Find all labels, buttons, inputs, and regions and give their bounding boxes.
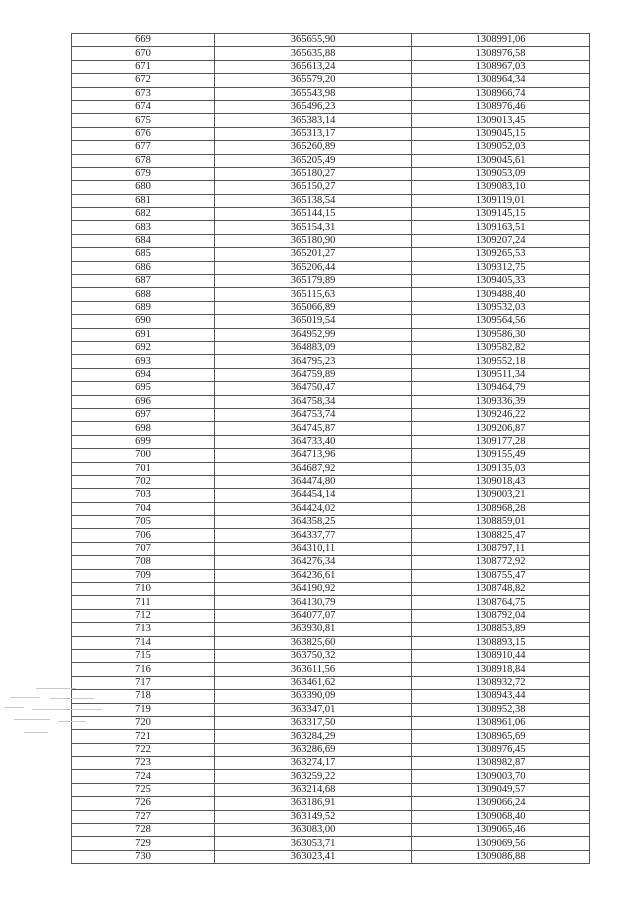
table-row bbox=[72, 583, 590, 596]
y-coordinate-cell: 1308976,45 bbox=[412, 743, 590, 756]
point-number-cell: 685 bbox=[72, 248, 215, 261]
y-coordinate-cell: 1309312,75 bbox=[412, 261, 590, 274]
y-coordinate-cell: 1309135,03 bbox=[412, 462, 590, 475]
y-coordinate-cell: 1308772,92 bbox=[412, 556, 590, 569]
y-coordinate-cell: 1309207,24 bbox=[412, 234, 590, 247]
table-row bbox=[72, 315, 590, 328]
y-coordinate-cell: 1309405,33 bbox=[412, 275, 590, 288]
point-number-cell: 669 bbox=[72, 34, 215, 47]
point-number-cell: 675 bbox=[72, 114, 215, 127]
y-coordinate-cell: 1308932,72 bbox=[412, 676, 590, 689]
x-coordinate-cell: 365180,27 bbox=[215, 167, 412, 180]
x-coordinate-cell: 365579,20 bbox=[215, 74, 412, 87]
point-number-cell: 698 bbox=[72, 422, 215, 435]
table-row bbox=[72, 87, 590, 100]
y-coordinate-cell: 1309265,53 bbox=[412, 248, 590, 261]
y-coordinate-cell: 1308853,89 bbox=[412, 623, 590, 636]
table-row bbox=[72, 288, 590, 301]
y-coordinate-cell: 1308764,75 bbox=[412, 596, 590, 609]
point-number-cell: 681 bbox=[72, 194, 215, 207]
table-row bbox=[72, 181, 590, 194]
y-coordinate-cell: 1308893,15 bbox=[412, 636, 590, 649]
x-coordinate-cell: 363317,50 bbox=[215, 716, 412, 729]
y-coordinate-cell: 1309552,18 bbox=[412, 355, 590, 368]
point-number-cell: 689 bbox=[72, 301, 215, 314]
table-row bbox=[72, 208, 590, 221]
table-row bbox=[72, 676, 590, 689]
x-coordinate-cell: 364358,25 bbox=[215, 516, 412, 529]
point-number-cell: 729 bbox=[72, 837, 215, 850]
x-coordinate-cell: 365180,90 bbox=[215, 234, 412, 247]
table-row bbox=[72, 489, 590, 502]
x-coordinate-cell: 364310,11 bbox=[215, 542, 412, 555]
x-coordinate-cell: 365144,15 bbox=[215, 208, 412, 221]
y-coordinate-cell: 1309511,34 bbox=[412, 368, 590, 381]
point-number-cell: 719 bbox=[72, 703, 215, 716]
point-number-cell: 710 bbox=[72, 583, 215, 596]
table-row bbox=[72, 341, 590, 354]
x-coordinate-cell: 364474,80 bbox=[215, 475, 412, 488]
point-number-cell: 684 bbox=[72, 234, 215, 247]
x-coordinate-cell: 364795,23 bbox=[215, 355, 412, 368]
y-coordinate-cell: 1309532,03 bbox=[412, 301, 590, 314]
table-row bbox=[72, 167, 590, 180]
table-row bbox=[72, 596, 590, 609]
point-number-cell: 672 bbox=[72, 74, 215, 87]
x-coordinate-cell: 365066,89 bbox=[215, 301, 412, 314]
y-coordinate-cell: 1309003,70 bbox=[412, 770, 590, 783]
y-coordinate-cell: 1309145,15 bbox=[412, 208, 590, 221]
x-coordinate-cell: 365154,31 bbox=[215, 221, 412, 234]
y-coordinate-cell: 1309336,39 bbox=[412, 395, 590, 408]
x-coordinate-cell: 364759,89 bbox=[215, 368, 412, 381]
y-coordinate-cell: 1309586,30 bbox=[412, 328, 590, 341]
point-number-cell: 692 bbox=[72, 341, 215, 354]
y-coordinate-cell: 1309488,40 bbox=[412, 288, 590, 301]
y-coordinate-cell: 1308976,46 bbox=[412, 100, 590, 113]
table-row bbox=[72, 703, 590, 716]
table-row bbox=[72, 824, 590, 837]
x-coordinate-cell: 364130,79 bbox=[215, 596, 412, 609]
table-row bbox=[72, 757, 590, 770]
y-coordinate-cell: 1309119,01 bbox=[412, 194, 590, 207]
y-coordinate-cell: 1309052,03 bbox=[412, 141, 590, 154]
table-row bbox=[72, 516, 590, 529]
point-number-cell: 678 bbox=[72, 154, 215, 167]
x-coordinate-cell: 364753,74 bbox=[215, 408, 412, 421]
y-coordinate-cell: 1309049,57 bbox=[412, 783, 590, 796]
y-coordinate-cell: 1309464,79 bbox=[412, 382, 590, 395]
x-coordinate-cell: 364424,02 bbox=[215, 502, 412, 515]
y-coordinate-cell: 1309068,40 bbox=[412, 810, 590, 823]
table-row bbox=[72, 435, 590, 448]
y-coordinate-cell: 1308976,58 bbox=[412, 47, 590, 60]
table-row bbox=[72, 221, 590, 234]
table-row bbox=[72, 462, 590, 475]
point-number-cell: 703 bbox=[72, 489, 215, 502]
y-coordinate-cell: 1308748,82 bbox=[412, 583, 590, 596]
point-number-cell: 717 bbox=[72, 676, 215, 689]
coordinates-table-body bbox=[72, 34, 590, 864]
point-number-cell: 721 bbox=[72, 730, 215, 743]
y-coordinate-cell: 1309065,46 bbox=[412, 824, 590, 837]
table-row bbox=[72, 60, 590, 73]
y-coordinate-cell: 1308968,28 bbox=[412, 502, 590, 515]
table-row bbox=[72, 368, 590, 381]
y-coordinate-cell: 1309206,87 bbox=[412, 422, 590, 435]
point-number-cell: 690 bbox=[72, 315, 215, 328]
y-coordinate-cell: 1309069,56 bbox=[412, 837, 590, 850]
point-number-cell: 730 bbox=[72, 850, 215, 863]
point-number-cell: 728 bbox=[72, 824, 215, 837]
table-row bbox=[72, 730, 590, 743]
x-coordinate-cell: 363259,22 bbox=[215, 770, 412, 783]
x-coordinate-cell: 364190,92 bbox=[215, 583, 412, 596]
x-coordinate-cell: 363825,60 bbox=[215, 636, 412, 649]
x-coordinate-cell: 364758,34 bbox=[215, 395, 412, 408]
table-row bbox=[72, 74, 590, 87]
table-row bbox=[72, 569, 590, 582]
coordinates-table bbox=[71, 33, 590, 864]
point-number-cell: 718 bbox=[72, 690, 215, 703]
y-coordinate-cell: 1308991,06 bbox=[412, 34, 590, 47]
y-coordinate-cell: 1308792,04 bbox=[412, 609, 590, 622]
y-coordinate-cell: 1308859,01 bbox=[412, 516, 590, 529]
x-coordinate-cell: 365201,27 bbox=[215, 248, 412, 261]
x-coordinate-cell: 363214,68 bbox=[215, 783, 412, 796]
table-row bbox=[72, 837, 590, 850]
x-coordinate-cell: 363390,09 bbox=[215, 690, 412, 703]
table-row bbox=[72, 355, 590, 368]
x-coordinate-cell: 365019,54 bbox=[215, 315, 412, 328]
table-row bbox=[72, 716, 590, 729]
y-coordinate-cell: 1309582,82 bbox=[412, 341, 590, 354]
table-row bbox=[72, 127, 590, 140]
y-coordinate-cell: 1308910,44 bbox=[412, 649, 590, 662]
y-coordinate-cell: 1308825,47 bbox=[412, 529, 590, 542]
x-coordinate-cell: 363149,52 bbox=[215, 810, 412, 823]
point-number-cell: 670 bbox=[72, 47, 215, 60]
table-row bbox=[72, 100, 590, 113]
table-row bbox=[72, 47, 590, 60]
table-row bbox=[72, 636, 590, 649]
y-coordinate-cell: 1309246,22 bbox=[412, 408, 590, 421]
x-coordinate-cell: 364276,34 bbox=[215, 556, 412, 569]
point-number-cell: 726 bbox=[72, 797, 215, 810]
x-coordinate-cell: 363186,91 bbox=[215, 797, 412, 810]
table-row bbox=[72, 690, 590, 703]
table-row bbox=[72, 234, 590, 247]
y-coordinate-cell: 1309155,49 bbox=[412, 449, 590, 462]
y-coordinate-cell: 1309086,88 bbox=[412, 850, 590, 863]
point-number-cell: 673 bbox=[72, 87, 215, 100]
table-row bbox=[72, 328, 590, 341]
table-row bbox=[72, 114, 590, 127]
x-coordinate-cell: 363023,41 bbox=[215, 850, 412, 863]
y-coordinate-cell: 1308967,03 bbox=[412, 60, 590, 73]
table-row bbox=[72, 301, 590, 314]
table-row bbox=[72, 275, 590, 288]
point-number-cell: 701 bbox=[72, 462, 215, 475]
point-number-cell: 697 bbox=[72, 408, 215, 421]
table-row bbox=[72, 502, 590, 515]
x-coordinate-cell: 365115,63 bbox=[215, 288, 412, 301]
table-row bbox=[72, 449, 590, 462]
x-coordinate-cell: 364454,14 bbox=[215, 489, 412, 502]
x-coordinate-cell: 364337,77 bbox=[215, 529, 412, 542]
x-coordinate-cell: 365496,23 bbox=[215, 100, 412, 113]
table-row bbox=[72, 261, 590, 274]
point-number-cell: 679 bbox=[72, 167, 215, 180]
y-coordinate-cell: 1308918,84 bbox=[412, 663, 590, 676]
table-row bbox=[72, 743, 590, 756]
y-coordinate-cell: 1308797,11 bbox=[412, 542, 590, 555]
x-coordinate-cell: 365635,88 bbox=[215, 47, 412, 60]
x-coordinate-cell: 363083,00 bbox=[215, 824, 412, 837]
point-number-cell: 699 bbox=[72, 435, 215, 448]
point-number-cell: 700 bbox=[72, 449, 215, 462]
point-number-cell: 727 bbox=[72, 810, 215, 823]
point-number-cell: 676 bbox=[72, 127, 215, 140]
table-row bbox=[72, 623, 590, 636]
y-coordinate-cell: 1309003,21 bbox=[412, 489, 590, 502]
table-row bbox=[72, 248, 590, 261]
y-coordinate-cell: 1309053,09 bbox=[412, 167, 590, 180]
x-coordinate-cell: 363930,81 bbox=[215, 623, 412, 636]
x-coordinate-cell: 365260,89 bbox=[215, 141, 412, 154]
x-coordinate-cell: 364733,40 bbox=[215, 435, 412, 448]
point-number-cell: 724 bbox=[72, 770, 215, 783]
table-row bbox=[72, 850, 590, 863]
table-row bbox=[72, 395, 590, 408]
y-coordinate-cell: 1309163,51 bbox=[412, 221, 590, 234]
y-coordinate-cell: 1309177,28 bbox=[412, 435, 590, 448]
point-number-cell: 688 bbox=[72, 288, 215, 301]
x-coordinate-cell: 365150,27 bbox=[215, 181, 412, 194]
table-row bbox=[72, 141, 590, 154]
point-number-cell: 720 bbox=[72, 716, 215, 729]
x-coordinate-cell: 365313,17 bbox=[215, 127, 412, 140]
x-coordinate-cell: 363286,69 bbox=[215, 743, 412, 756]
table-row bbox=[72, 34, 590, 47]
point-number-cell: 705 bbox=[72, 516, 215, 529]
table-row bbox=[72, 475, 590, 488]
point-number-cell: 716 bbox=[72, 663, 215, 676]
x-coordinate-cell: 365655,90 bbox=[215, 34, 412, 47]
x-coordinate-cell: 363611,56 bbox=[215, 663, 412, 676]
x-coordinate-cell: 364883,09 bbox=[215, 341, 412, 354]
point-number-cell: 693 bbox=[72, 355, 215, 368]
point-number-cell: 686 bbox=[72, 261, 215, 274]
y-coordinate-cell: 1308982,87 bbox=[412, 757, 590, 770]
table-row bbox=[72, 194, 590, 207]
table-row bbox=[72, 422, 590, 435]
table-row bbox=[72, 609, 590, 622]
x-coordinate-cell: 364077,07 bbox=[215, 609, 412, 622]
point-number-cell: 674 bbox=[72, 100, 215, 113]
table-row bbox=[72, 529, 590, 542]
point-number-cell: 713 bbox=[72, 623, 215, 636]
table-row bbox=[72, 663, 590, 676]
x-coordinate-cell: 365179,89 bbox=[215, 275, 412, 288]
point-number-cell: 683 bbox=[72, 221, 215, 234]
point-number-cell: 691 bbox=[72, 328, 215, 341]
point-number-cell: 682 bbox=[72, 208, 215, 221]
y-coordinate-cell: 1309066,24 bbox=[412, 797, 590, 810]
table-row bbox=[72, 810, 590, 823]
point-number-cell: 704 bbox=[72, 502, 215, 515]
point-number-cell: 722 bbox=[72, 743, 215, 756]
y-coordinate-cell: 1308965,69 bbox=[412, 730, 590, 743]
point-number-cell: 709 bbox=[72, 569, 215, 582]
point-number-cell: 695 bbox=[72, 382, 215, 395]
point-number-cell: 708 bbox=[72, 556, 215, 569]
x-coordinate-cell: 363461,62 bbox=[215, 676, 412, 689]
x-coordinate-cell: 364750,47 bbox=[215, 382, 412, 395]
y-coordinate-cell: 1308952,38 bbox=[412, 703, 590, 716]
y-coordinate-cell: 1309564,56 bbox=[412, 315, 590, 328]
x-coordinate-cell: 364236,61 bbox=[215, 569, 412, 582]
table-row bbox=[72, 797, 590, 810]
table-row bbox=[72, 542, 590, 555]
table-row bbox=[72, 783, 590, 796]
table-row bbox=[72, 770, 590, 783]
x-coordinate-cell: 364745,87 bbox=[215, 422, 412, 435]
y-coordinate-cell: 1309045,15 bbox=[412, 127, 590, 140]
x-coordinate-cell: 363347,01 bbox=[215, 703, 412, 716]
point-number-cell: 687 bbox=[72, 275, 215, 288]
x-coordinate-cell: 365206,44 bbox=[215, 261, 412, 274]
point-number-cell: 712 bbox=[72, 609, 215, 622]
point-number-cell: 696 bbox=[72, 395, 215, 408]
table-row bbox=[72, 408, 590, 421]
x-coordinate-cell: 365205,49 bbox=[215, 154, 412, 167]
y-coordinate-cell: 1309018,43 bbox=[412, 475, 590, 488]
point-number-cell: 725 bbox=[72, 783, 215, 796]
y-coordinate-cell: 1308964,34 bbox=[412, 74, 590, 87]
point-number-cell: 694 bbox=[72, 368, 215, 381]
x-coordinate-cell: 363750,32 bbox=[215, 649, 412, 662]
x-coordinate-cell: 363274,17 bbox=[215, 757, 412, 770]
y-coordinate-cell: 1308966,74 bbox=[412, 87, 590, 100]
y-coordinate-cell: 1308943,44 bbox=[412, 690, 590, 703]
x-coordinate-cell: 364687,92 bbox=[215, 462, 412, 475]
x-coordinate-cell: 365383,14 bbox=[215, 114, 412, 127]
point-number-cell: 711 bbox=[72, 596, 215, 609]
point-number-cell: 702 bbox=[72, 475, 215, 488]
point-number-cell: 671 bbox=[72, 60, 215, 73]
y-coordinate-cell: 1309045,61 bbox=[412, 154, 590, 167]
point-number-cell: 715 bbox=[72, 649, 215, 662]
point-number-cell: 680 bbox=[72, 181, 215, 194]
point-number-cell: 706 bbox=[72, 529, 215, 542]
y-coordinate-cell: 1309083,10 bbox=[412, 181, 590, 194]
point-number-cell: 723 bbox=[72, 757, 215, 770]
point-number-cell: 677 bbox=[72, 141, 215, 154]
x-coordinate-cell: 364713,96 bbox=[215, 449, 412, 462]
x-coordinate-cell: 363284,29 bbox=[215, 730, 412, 743]
table-row bbox=[72, 649, 590, 662]
table-row bbox=[72, 382, 590, 395]
x-coordinate-cell: 365613,24 bbox=[215, 60, 412, 73]
y-coordinate-cell: 1309013,45 bbox=[412, 114, 590, 127]
point-number-cell: 714 bbox=[72, 636, 215, 649]
table-row bbox=[72, 154, 590, 167]
x-coordinate-cell: 365543,98 bbox=[215, 87, 412, 100]
point-number-cell: 707 bbox=[72, 542, 215, 555]
x-coordinate-cell: 364952,99 bbox=[215, 328, 412, 341]
table-row bbox=[72, 556, 590, 569]
y-coordinate-cell: 1308961,06 bbox=[412, 716, 590, 729]
x-coordinate-cell: 365138,54 bbox=[215, 194, 412, 207]
y-coordinate-cell: 1308755,47 bbox=[412, 569, 590, 582]
x-coordinate-cell: 363053,71 bbox=[215, 837, 412, 850]
